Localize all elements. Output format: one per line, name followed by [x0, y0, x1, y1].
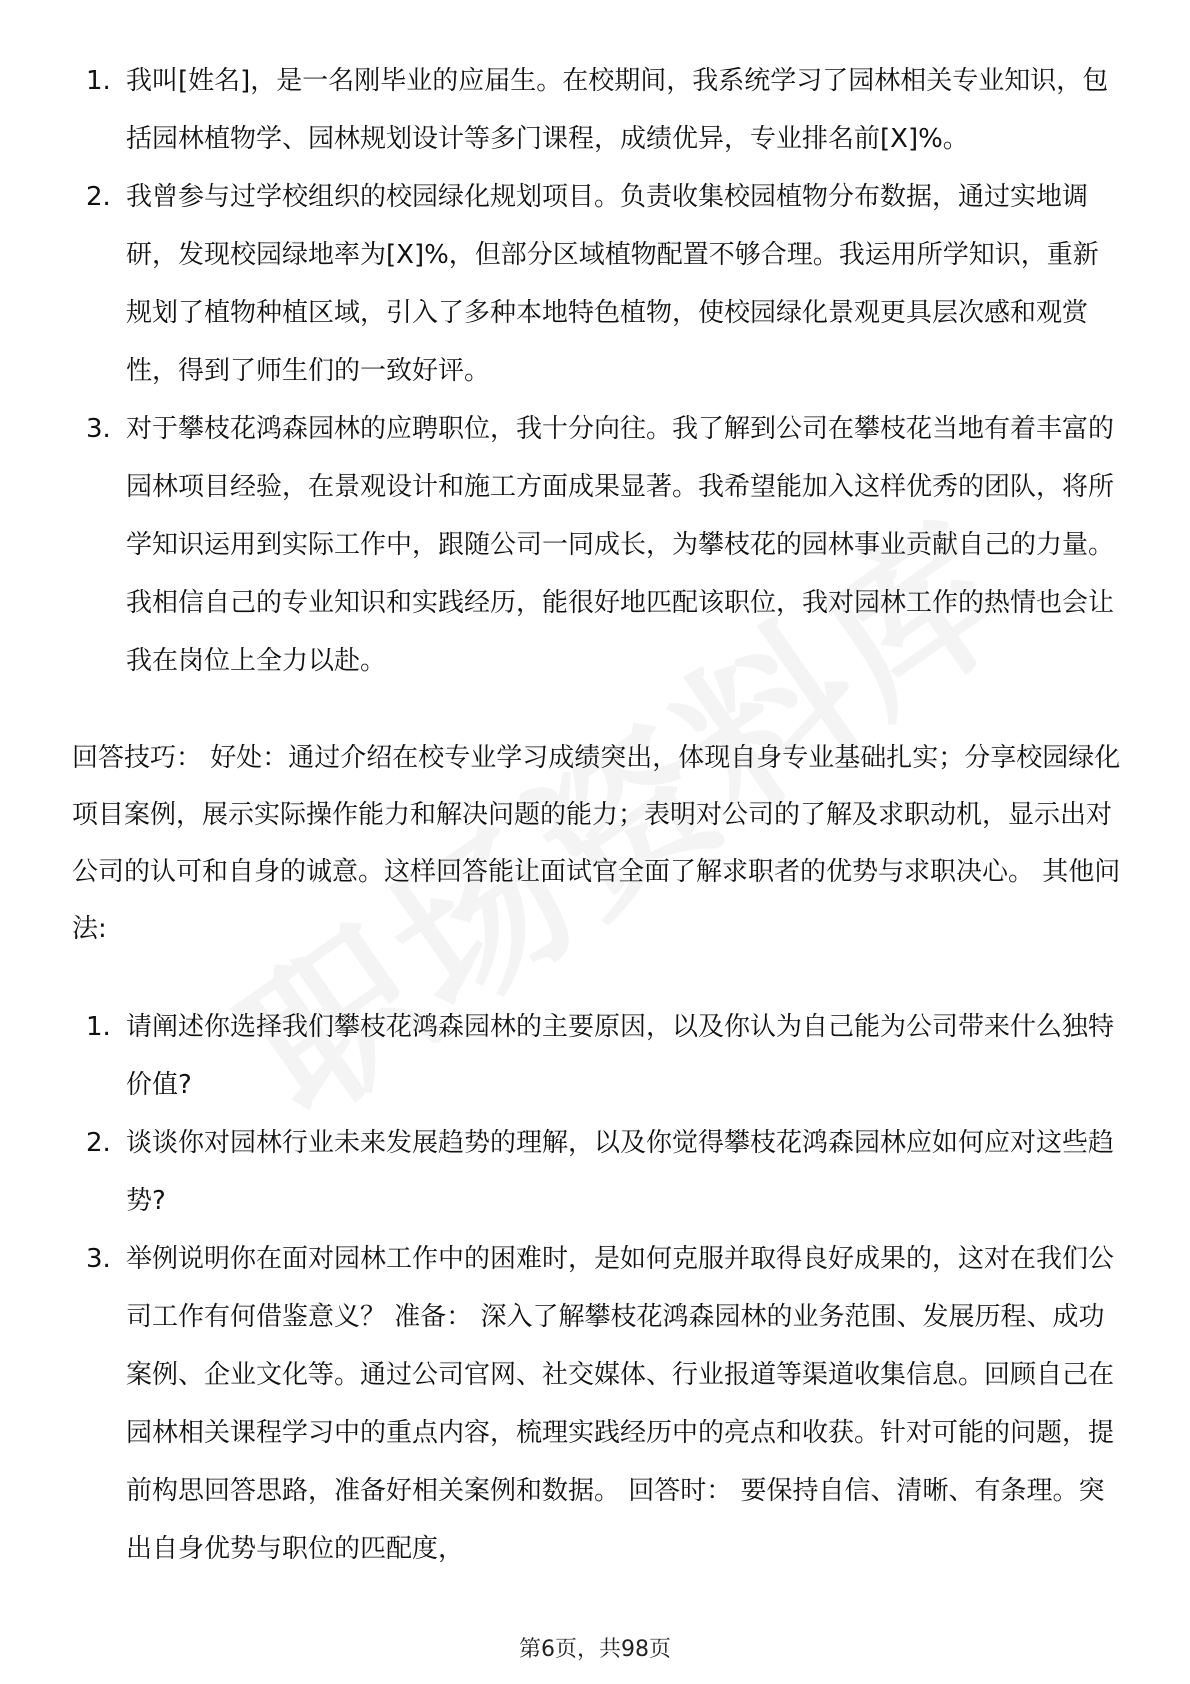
list-item-text: 举例说明你在面对园林工作中的困难时，是如何克服并取得良好成果的，这对在我们公司工作有何借鉴意义？ 准备： 深入了解攀枝花鸿森园林的业务范围、发展历程、成功案例、企业文化等。通过公司官网、社交媒体、行业报道等渠道收集信息。回顾自己在园林相关课程学习中的重点内容，梳理实践经历中的亮点和收获。针对可能的问题，提前构思回答思路，准备好相关案例和数据。 回答时： 要保持自信、清晰、有条理。突出自身优势与职位的匹配度，	[126, 1244, 1115, 1564]
list-item	[72, 998, 1122, 1114]
list-number: 2.	[86, 1128, 111, 1158]
page-footer: 第6页，共98页	[519, 1637, 671, 1662]
answer-list	[72, 52, 1122, 690]
list-item-text: 我叫[姓名]，是一名刚毕业的应届生。在校期间，我系统学习了园林相关专业知识，包括园林植物学、园林规划设计等多门课程，成绩优异，专业排名前[X]%。	[126, 66, 1109, 154]
list-number: 3.	[86, 1244, 111, 1274]
list-item-text: 谈谈你对园林行业未来发展趋势的理解，以及你觉得攀枝花鸿森园林应如何应对这些趋势?	[126, 1128, 1115, 1216]
list-number: 2.	[86, 182, 111, 212]
list-item-text: 对于攀枝花鸿森园林的应聘职位，我十分向往。我了解到公司在攀枝花当地有着丰富的园林项目经验，在景观设计和施工方面成果显著。我希望能加入这样优秀的团队，将所学知识运用到实际工作中，跟随公司一同成长，为攀枝花的园林事业贡献自己的力量。我相信自己的专业知识和实践经历，能很好地匹配该职位，我对园林工作的热情也会让我在岗位上全力以赴。	[126, 414, 1115, 676]
list-item-text: 请阐述你选择我们攀枝花鸿森园林的主要原因，以及你认为自己能为公司带来什么独特价值?	[126, 1012, 1115, 1100]
alternative-questions-list	[72, 998, 1122, 1578]
list-item-text: 我曾参与过学校组织的校园绿化规划项目。负责收集校园植物分布数据，通过实地调研，发现校园绿地率为[X]%，但部分区域植物配置不够合理。我运用所学知识，重新规划了植物种植区域，引入了多种本地特色植物，使校园绿化景观更具层次感和观赏性，得到了师生们的一致好评。	[126, 182, 1099, 386]
list-item	[72, 1230, 1122, 1578]
list-number: 1.	[86, 1012, 111, 1042]
list-item	[72, 400, 1122, 690]
page-content	[72, 52, 1122, 1578]
list-item	[72, 1114, 1122, 1230]
list-item	[72, 52, 1122, 168]
list-number: 3.	[86, 414, 111, 444]
list-item	[72, 168, 1122, 400]
list-number: 1.	[86, 66, 111, 96]
tips-paragraph: 回答技巧： 好处：通过介绍在校专业学习成绩突出，体现自身专业基础扎实；分享校园绿化项目案例，展示实际操作能力和解决问题的能力；表明对公司的了解及求职动机，显示出对公司的认可和自身的诚意。这样回答能让面试官全面了解求职者的优势与求职决心。 其他问法:	[72, 743, 1121, 944]
